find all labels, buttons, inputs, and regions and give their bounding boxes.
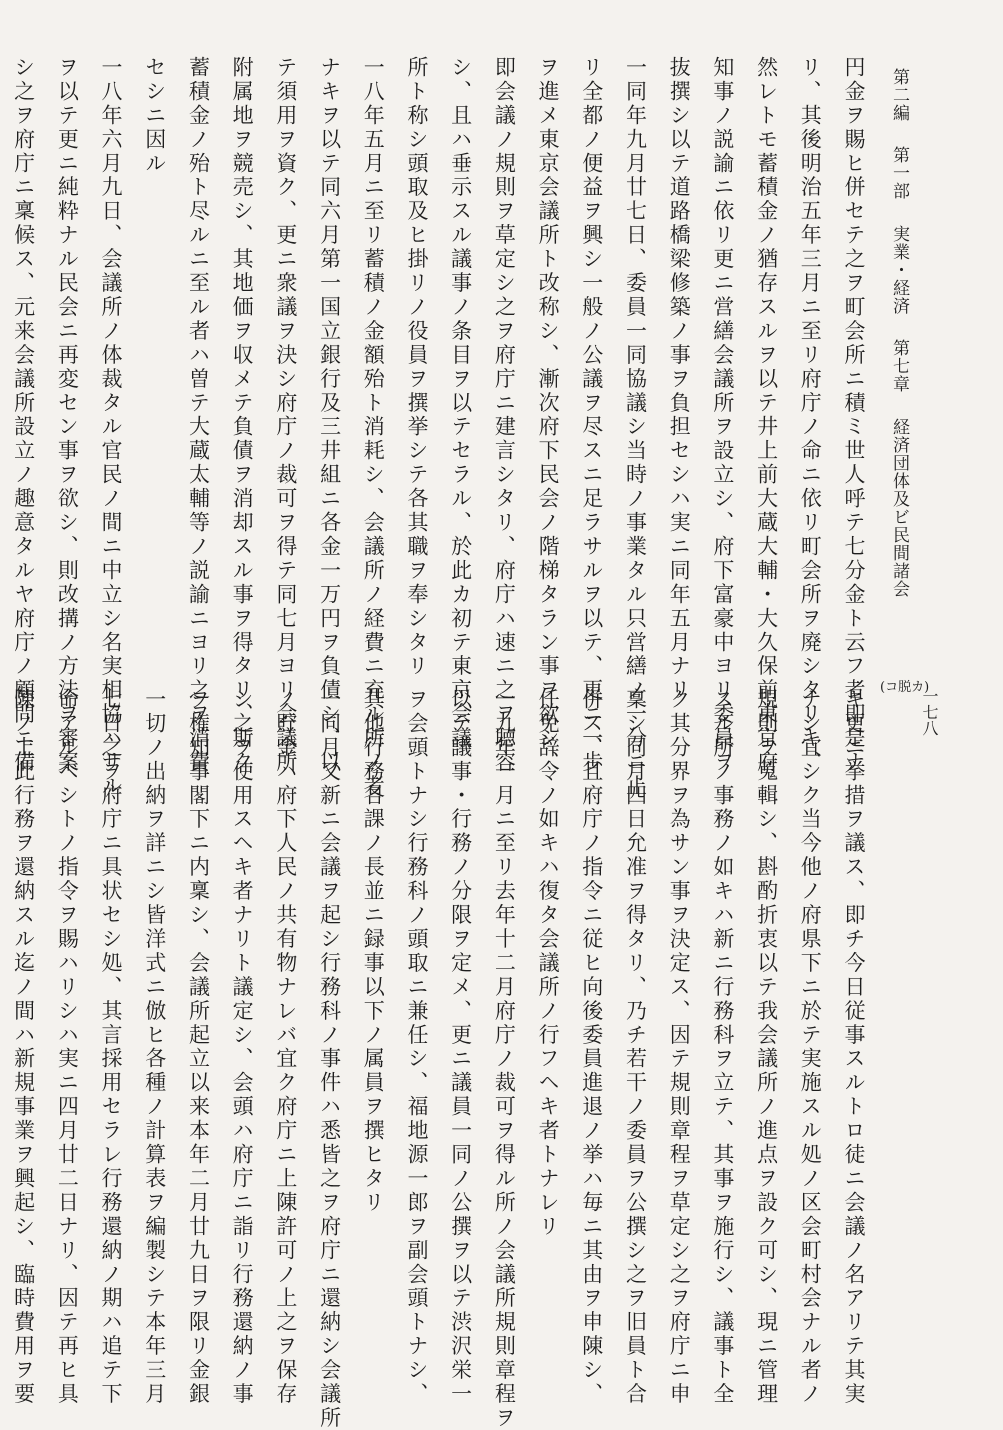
text-column: 附属地ヲ競売シ、其地価ヲ収メテ負債ヲ消却スル事ヲ得タリ、斯ク	[230, 56, 255, 775]
text-block-bottom	[0, 688, 875, 1430]
text-column: 一切ノ出納ヲ詳ニシ皆洋式ニ倣ヒ各種ノ計算表ヲ編製シテ本年三月	[142, 688, 167, 1407]
text-column: 所ト称シ頭取及ヒ掛リノ役員ヲ撰挙シテ各其職ヲ奉シタリ	[404, 56, 429, 679]
page-number: 一七八	[920, 688, 939, 736]
text-column: セシニ因ル	[142, 56, 167, 176]
text-column: 稟シ同月四日允准ヲ得タリ、乃チ若干ノ委員ヲ公撰シ之ヲ旧員ト合	[623, 688, 648, 1407]
header-part: 第二編	[889, 68, 909, 122]
text-column: リ全都ノ便益ヲ興シ一般ノ公議ヲ尽スニ足ラサルヲ以テ、更ニ一歩	[579, 56, 604, 775]
text-column: ヲ以テ更ニ純粋ナル民会ニ再変セン事ヲ欲シ、則改搆ノ方法ヲ審案	[55, 56, 80, 775]
text-column: 併ス、且府庁ノ指令ニ従ヒ向後委員進退ノ挙ハ毎ニ其由ヲ申陳シ、	[579, 688, 604, 1407]
text-column: キ更ニ挙措ヲ議ス、即チ今日従事スルトロ徒ニ会議ノ名アリテ其実	[842, 688, 866, 1407]
annotation-note: (コ脱カ)	[880, 680, 930, 695]
text-column	[0, 56, 1, 666]
text-column: シ之ヲ府庁ニ稟候ス、元来会議所設立ノ趣意タルヤ府庁ノ顧問ニ備	[11, 56, 36, 775]
text-column: ナキヲ以テ同六月第一国立銀行及三井組ニ各金一万円ヲ負債シ、以	[317, 56, 342, 775]
running-header	[890, 68, 907, 616]
text-column: 規則ヲ蒐輯シ、斟酌折衷以テ我会議所ノ進点ヲ設ク可シ、現ニ管理	[754, 688, 779, 1407]
text-column: 一同年九月廿七日、委員一同協議シ当時ノ事業タル只営繕ノ一分ニ止	[623, 56, 648, 799]
text-column: ヲ進メ東京会議所ト改称シ、漸次府下民会ノ階梯タラン事ヲ欲シ、	[536, 56, 561, 775]
text-column: ナシ宜シク当今他ノ府県下ニ於テ実施スル処ノ区会町村会ナル者ノ	[798, 688, 823, 1407]
text-column: 陳ノ上此行務ヲ還納スル迄ノ間ハ新規事業ヲ興起シ、臨時費用ヲ要	[11, 688, 36, 1407]
text-column: 一八年六月九日、会議所ノ体裁タル官民ノ間ニ中立シ名実相協ハサル	[99, 56, 124, 799]
text-column: リ、其後明治五年三月ニ至リ府庁ノ命ニ依リ町会所ヲ廃シタリキ、	[798, 56, 823, 775]
text-column: 知事ノ説諭ニ依リ更ニ営繕会議所ヲ設立シ、府下富豪中ヨリ委員ヲ	[710, 56, 735, 775]
text-column: スル所ノ事務ノ如キハ新ニ行務科ヲ立テ、其事ヲ施行シ、議事ト全	[710, 688, 735, 1407]
text-column: シ、且ハ垂示スル議事ノ条目ヲ以テセラル、於此カ初テ東京会議	[448, 56, 473, 751]
text-column: 七日之ヲ府庁ニ具状セシ処、其言採用セラレ行務還納ノ期ハ追テ下	[99, 688, 124, 1407]
text-column: 一同月又新ニ会議ヲ起シ行務科ノ事件ハ悉皆之ヲ府庁ニ還納シ会議所	[317, 688, 342, 1430]
text-column: 任免辞令ノ如キハ復タ会議所ノ行フヘキ者トナレリ	[536, 688, 561, 1239]
header-title: 実業・経済	[889, 224, 909, 315]
text-column: 蓄積金ノ殆ト尽ルニ至ル者ハ曽テ大蔵太輔等ノ説諭ニヨリ之ヲ消費	[186, 56, 211, 775]
text-column: シ之ヲ使用スヘキ者ナリト議定シ、会頭ハ府庁ニ詣リ行務還納ノ事	[230, 688, 255, 1407]
text-column: テ須用ヲ資ク、更ニ衆議ヲ決シ府庁ノ裁可ヲ得テ同七月ヨリ会議所	[273, 56, 298, 775]
header-chapter-title: 経済団体及ビ民間諸会	[889, 417, 909, 598]
text-column: ク其分界ヲ為サン事ヲ決定ス、因テ規則章程ヲ草定シ之ヲ府庁ニ申	[667, 688, 692, 1407]
text-column: 即会議ノ規則ヲ草定シ之ヲ府庁ニ建言シタリ、府庁ハ速ニ之ヲ聴容	[492, 56, 517, 775]
text-column: ヲ権知事閣下ニ内稟シ、会議所起立以来本年二月廿九日ヲ限リ金銀	[186, 688, 211, 1407]
text-column: 其他行務各課ノ長並ニ録事以下ノ属員ヲ撰ヒタリ	[361, 688, 386, 1215]
text-column: ノ貯金ハ府下人民ノ共有物ナレバ宜ク府庁ニ上陳許可ノ上之ヲ保存	[273, 688, 298, 1407]
text-block-top	[0, 56, 875, 799]
text-column: ヲ会頭トナシ行務科ノ頭取ニ兼任シ、福地源一郎ヲ副会頭トナシ、	[404, 688, 429, 1407]
text-column: 抜撰シ以テ道路橋梁修築ノ事ヲ負担セシハ実ニ同年五月ナリ	[667, 56, 692, 703]
text-column: 円金ヲ賜ヒ併セテ之ヲ町会所ニ積ミ世人呼テ七分金ト云フ者即是ナ	[842, 56, 866, 775]
text-column: 以テ議事・行務ノ分限ヲ定メ、更ニ議員一同ノ公撰ヲ以テ渋沢栄一	[448, 688, 473, 1407]
header-section: 第一部	[889, 146, 909, 201]
text-column: 一八年五月ニ至リ蓄積ノ金額殆ト消耗シ、会議所ノ経費ニ充ル所ノ者	[361, 56, 386, 799]
text-column: 然レトモ蓄積金ノ猶存スルヲ以テ井上前大蔵大輔・大久保前東京府	[754, 56, 779, 775]
header-chapter: 第七章	[889, 339, 909, 394]
text-column	[0, 688, 1, 1328]
text-column: 命アルベシトノ指令ヲ賜ハリシハ実ニ四月廿二日ナリ、因テ再ヒ具	[55, 688, 80, 1407]
text-column: 一九年一月ニ至リ去年十二月府庁ノ裁可ヲ得ル所ノ会議所規則章程ヲ	[492, 688, 517, 1430]
